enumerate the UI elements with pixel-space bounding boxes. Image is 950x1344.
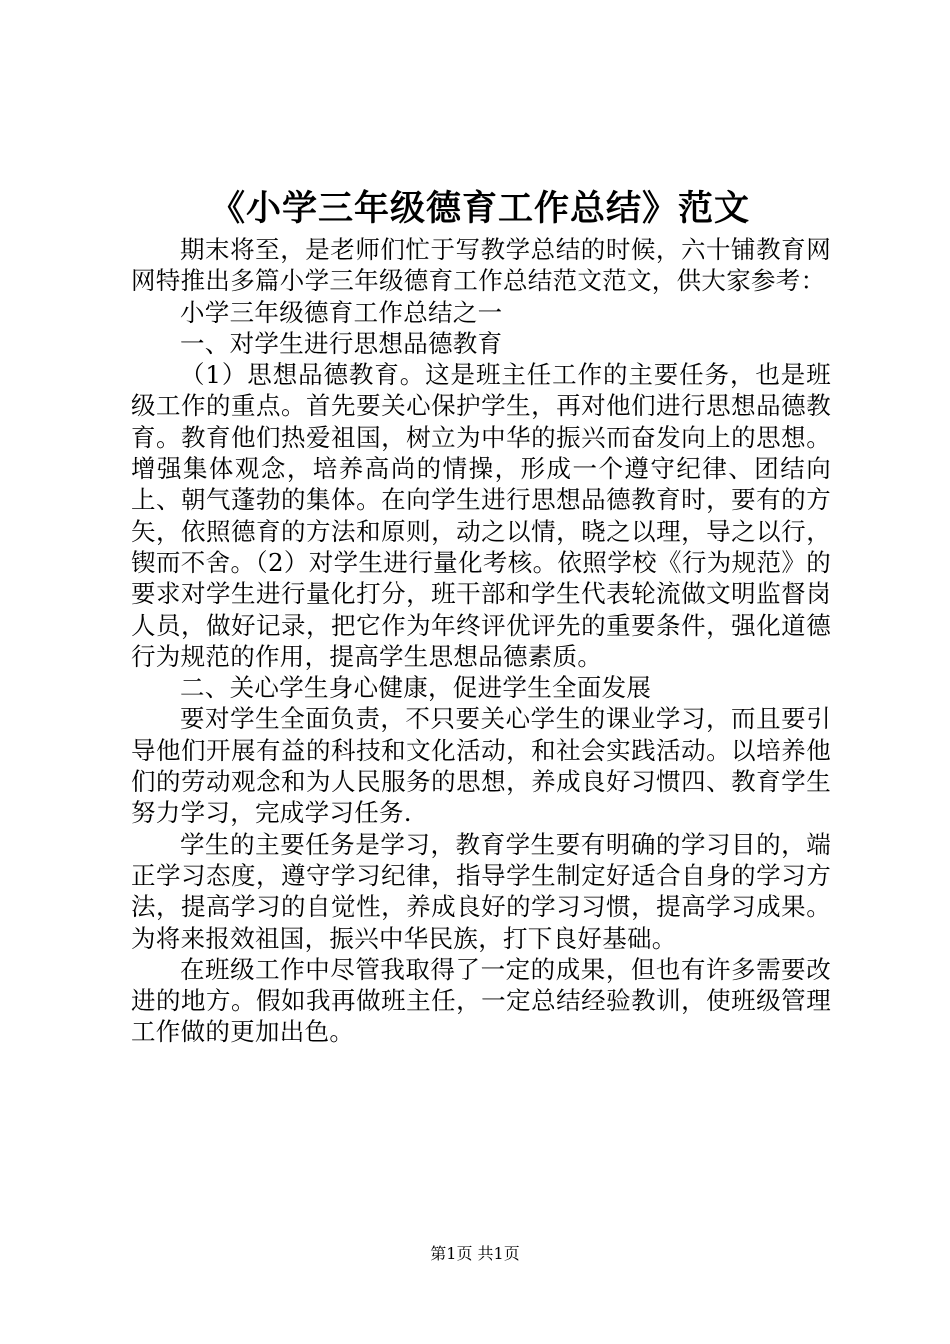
body-paragraph: 学生的主要任务是学习，教育学生要有明确的学习目的，端正学习态度，遵守学习纪律，指导学生制定好适合自身的学习方法，提高学习的自觉性，养成良好的学习习惯，提高学习成果。为将来报效祖国，振兴中华民族，打下良好基础。 xyxy=(131,829,831,953)
intro-paragraph: 期末将至，是老师们忙于写教学总结的时候，六十铺教育网网特推出多篇小学三年级德育工作总结范文范文，供大家参考： xyxy=(131,235,831,296)
body-paragraph: 要对学生全面负责，不只要关心学生的课业学习，而且要引导他们开展有益的科技和文化活动，和社会实践活动。以培养他们的劳动观念和为人民服务的思想，养成良好习惯四、教育学生努力学习，完成学习任务. xyxy=(131,704,831,828)
document-title: 《小学三年级德育工作总结》范文 xyxy=(209,188,750,229)
body-paragraph: （1）思想品德教育。这是班主任工作的主要任务，也是班级工作的重点。首先要关心保护学生，再对他们进行思想品德教育。教育他们热爱祖国，树立为中华的振兴而奋发向上的思想。增强集体观念，培养高尚的情操，形成一个遵守纪律、团结向上、朝气蓬勃的集体。在向学生进行思想品德教育时，要有的方矢，依照德育的方法和原则，动之以情，晓之以理，导之以行，锲而不舍。（2）对学生进行量化考核。依照学校《行为规范》的要求对学生进行量化打分，班干部和学生代表轮流做文明监督岗人员，做好记录，把它作为年终评优评先的重要条件，强化道德行为规范的作用，提高学生思想品德素质。 xyxy=(131,360,831,671)
closing-paragraph: 在班级工作中尽管我取得了一定的成果，但也有许多需要改进的地方。假如我再做班主任，一定总结经验教训，使班级管理工作做的更加出色。 xyxy=(131,954,831,1047)
document-body xyxy=(131,234,831,1048)
page-footer: 第1页 共1页 xyxy=(430,1244,520,1263)
section-heading-1: 一、对学生进行思想品德教育 xyxy=(180,328,503,358)
section-heading-2: 二、关心学生身心健康，促进学生全面发展 xyxy=(180,673,652,703)
section-subtitle: 小学三年级德育工作总结之一 xyxy=(180,297,503,327)
